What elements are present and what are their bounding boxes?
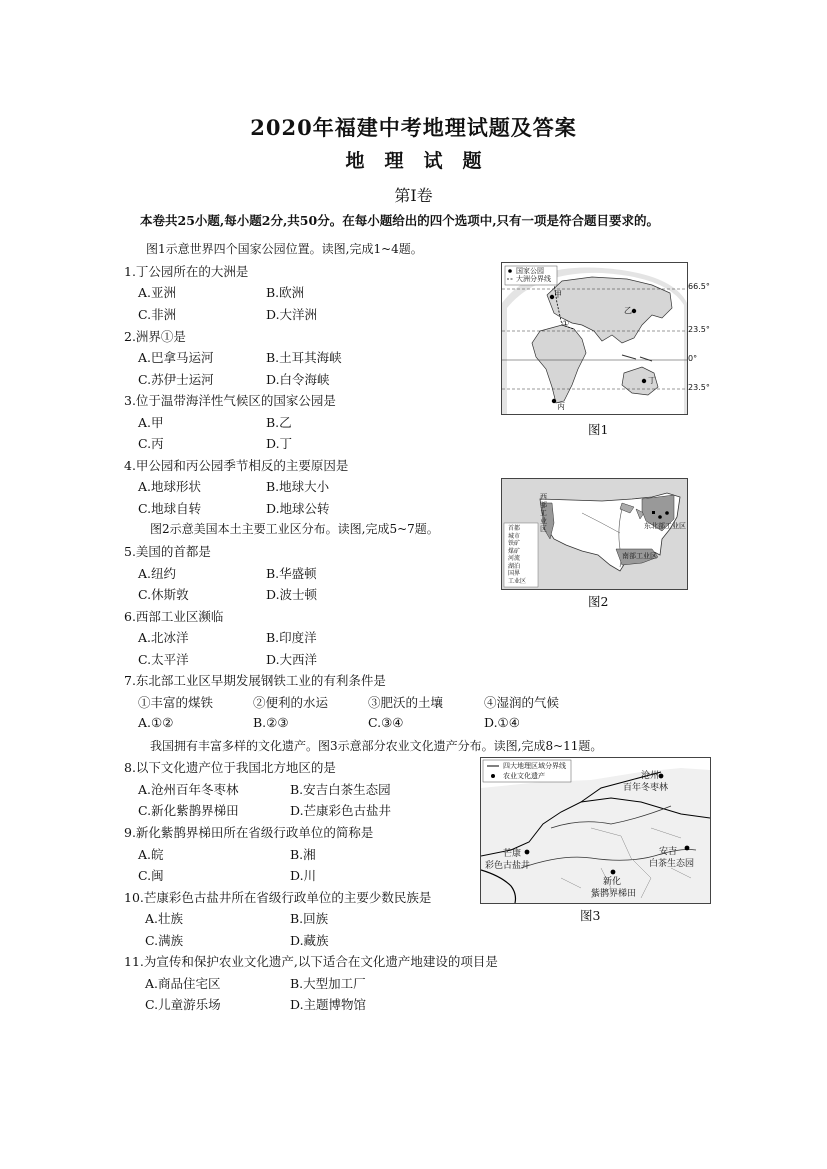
- section-heading: 第Ⅰ卷: [394, 186, 433, 205]
- legend-label: 河流: [508, 555, 521, 562]
- region-label-northeast: 东北部工业区: [644, 522, 686, 530]
- option[interactable]: D.川: [290, 868, 317, 883]
- option[interactable]: C.③④: [368, 715, 404, 730]
- question-stem: 11.为宣传和保护农业文化遗产,以下适合在文化遗产地建设的项目是: [124, 954, 498, 969]
- option[interactable]: B.土耳其海峡: [266, 350, 342, 365]
- region-label-west: 西部工业区: [540, 493, 547, 533]
- park-label: 乙: [624, 306, 632, 315]
- question-stem: 6.西部工业区濒临: [124, 609, 224, 624]
- statement-item: ④湿润的气候: [484, 695, 560, 710]
- option[interactable]: C.苏伊士运河: [138, 372, 214, 387]
- park-marker-bing: [552, 399, 556, 403]
- lat-label: 23.5°: [688, 383, 710, 392]
- legend-park-symbol: [508, 269, 512, 273]
- option[interactable]: B.欧洲: [266, 285, 305, 300]
- option[interactable]: D.芒康彩色古盐井: [290, 803, 392, 818]
- lat-label: 0°: [688, 354, 698, 363]
- option[interactable]: D.①④: [484, 715, 520, 730]
- option[interactable]: C.丙: [138, 436, 164, 451]
- option[interactable]: A.沧州百年冬枣林: [138, 782, 239, 797]
- question-stem: 2.洲界①是: [124, 329, 186, 344]
- option[interactable]: A.地球形状: [138, 479, 202, 494]
- site-label: 白茶生态园: [649, 859, 695, 869]
- question-stem: 8.以下文化遗产位于我国北方地区的是: [124, 760, 336, 775]
- option[interactable]: B.乙: [266, 415, 292, 430]
- option[interactable]: A.巴拿马运河: [138, 350, 214, 365]
- option[interactable]: B.印度洋: [266, 630, 317, 645]
- option[interactable]: D.地球公转: [266, 501, 330, 516]
- option[interactable]: A.北冰洋: [138, 630, 189, 645]
- intro-fig1: 图1示意世界四个国家公园位置。读图,完成1~4题。: [146, 242, 423, 256]
- question-stem: 1.丁公园所在的大洲是: [124, 264, 249, 279]
- option[interactable]: B.大型加工厂: [290, 976, 366, 991]
- option[interactable]: B.安吉白茶生态园: [290, 782, 391, 797]
- option[interactable]: D.藏族: [290, 933, 329, 948]
- us-map-svg: [502, 479, 687, 589]
- option[interactable]: C.闽: [138, 868, 164, 883]
- option[interactable]: D.大洋洲: [266, 307, 318, 322]
- lat-label: 66.5°: [688, 282, 710, 291]
- page-title: 2020年福建中考地理试题及答案: [250, 115, 577, 140]
- option[interactable]: A.纽约: [138, 566, 177, 581]
- figure-caption: 图1: [588, 422, 609, 437]
- option[interactable]: D.波士顿: [266, 587, 318, 602]
- coal-mine-marker: [652, 511, 655, 514]
- question-stem: 9.新化紫鹊界梯田所在省级行政单位的简称是: [124, 825, 374, 840]
- option[interactable]: D.白令海峡: [266, 372, 330, 387]
- option[interactable]: D.主题博物馆: [290, 997, 367, 1012]
- statement-item: ③肥沃的土壤: [368, 695, 444, 710]
- question-stem: 7.东北部工业区早期发展钢铁工业的有利条件是: [124, 673, 386, 688]
- park-label: 丙: [557, 402, 565, 411]
- page-subtitle: 地理试题: [345, 150, 502, 172]
- question-stem: 3.位于温带海洋性气候区的国家公园是: [124, 393, 336, 408]
- option[interactable]: A.商品住宅区: [145, 976, 221, 991]
- figure-caption: 图3: [580, 908, 601, 923]
- legend: [508, 525, 526, 585]
- world-map-svg: [502, 263, 687, 414]
- region-label-south: 南部工业区: [622, 552, 657, 560]
- site-label: 百年冬枣林: [623, 783, 669, 793]
- figure-2-us-map: [501, 478, 688, 590]
- option[interactable]: C.地球自转: [138, 501, 202, 516]
- figure-1-world-map: [501, 262, 688, 415]
- figure-3-china-map: [480, 757, 711, 904]
- option[interactable]: C.满族: [145, 933, 184, 948]
- legend-label: 铁矿: [508, 540, 521, 547]
- site-marker-anji: [685, 846, 690, 851]
- site-label: 安吉: [659, 847, 678, 857]
- question-stem: 5.美国的首都是: [124, 544, 211, 559]
- option[interactable]: D.丁: [266, 436, 293, 451]
- legend-label: 国界: [508, 570, 521, 577]
- option[interactable]: C.非洲: [138, 307, 177, 322]
- instructions: 本卷共25小题,每小题2分,共50分。在每小题给出的四个选项中,只有一项是符合题目要求的。: [140, 213, 660, 228]
- park-label: 丁: [648, 376, 656, 385]
- figure-caption: 图2: [588, 594, 609, 609]
- option[interactable]: A.皖: [138, 847, 164, 862]
- option[interactable]: B.②③: [253, 715, 289, 730]
- legend-label: 煤矿: [508, 547, 521, 555]
- site-label: 紫鹊界梯田: [591, 889, 637, 899]
- option[interactable]: B.湘: [290, 847, 316, 862]
- legend-label: 湖泊: [508, 562, 521, 570]
- intro-fig2: 图2示意美国本土主要工业区分布。读图,完成5~7题。: [150, 522, 439, 536]
- intro-fig3: 我国拥有丰富多样的文化遗产。图3示意部分农业文化遗产分布。读图,完成8~11题。: [150, 739, 603, 753]
- legend-label: 城市: [508, 532, 521, 540]
- option[interactable]: C.新化紫鹊界梯田: [138, 803, 239, 818]
- legend-label: 大洲分界线: [516, 275, 551, 283]
- site-label: 芒康: [503, 849, 522, 859]
- city-marker: [658, 515, 662, 519]
- option[interactable]: B.回族: [290, 911, 329, 926]
- option[interactable]: A.壮族: [145, 911, 184, 926]
- boundary-label: ①: [562, 319, 570, 328]
- option[interactable]: B.华盛顿: [266, 566, 317, 581]
- statement-item: ②便利的水运: [253, 695, 329, 710]
- legend-label: 首都: [508, 525, 521, 532]
- legend-site-symbol: [491, 774, 495, 778]
- option[interactable]: A.亚洲: [138, 285, 177, 300]
- question-stem: 4.甲公园和丙公园季节相反的主要原因是: [124, 458, 349, 473]
- legend-label: 四大地理区域分界线: [503, 762, 566, 770]
- lat-label: 23.5°: [688, 325, 710, 334]
- park-marker-ding: [642, 379, 646, 383]
- legend-label: 国家公园: [516, 267, 544, 275]
- city-marker: [665, 511, 669, 515]
- site-label: 彩色古盐井: [485, 861, 531, 871]
- statement-item: ①丰富的煤铁: [138, 695, 214, 710]
- option[interactable]: C.休斯敦: [138, 587, 189, 602]
- option[interactable]: C.儿童游乐场: [145, 997, 221, 1012]
- park-label: 甲: [554, 290, 562, 299]
- site-marker-mangkang: [525, 850, 530, 855]
- option[interactable]: D.大西洋: [266, 652, 318, 667]
- question-stem: 10.芒康彩色古盐井所在省级行政单位的主要少数民族是: [124, 890, 432, 905]
- option[interactable]: A.①②: [138, 715, 174, 730]
- option[interactable]: C.太平洋: [138, 652, 189, 667]
- legend-label: 工业区: [508, 577, 527, 585]
- site-label: 沧州: [641, 771, 660, 781]
- legend-label: 农业文化遗产: [503, 772, 545, 780]
- site-marker-cangzhou: [659, 774, 664, 779]
- site-label: 新化: [603, 877, 622, 887]
- option[interactable]: A.甲: [138, 415, 164, 430]
- option[interactable]: B.地球大小: [266, 479, 330, 494]
- park-marker-yi: [632, 309, 636, 313]
